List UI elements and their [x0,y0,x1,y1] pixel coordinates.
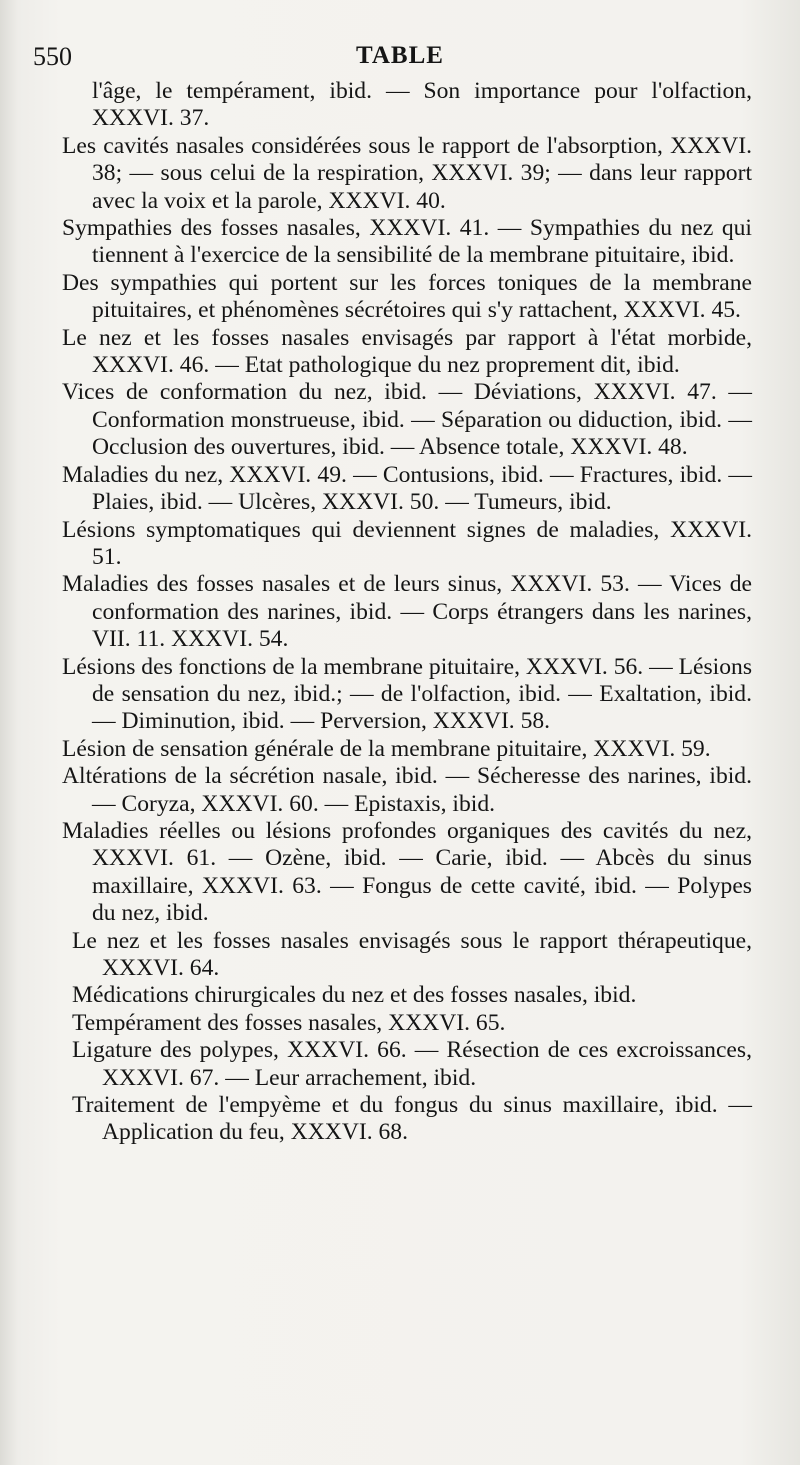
index-entry: Maladies des fosses nasales et de leurs sinus, XXXVI. 53. — Vices de conformation des narines, ibid. — Corps étrangers dans les narines, VII. 11. XXXVI. 54. [62,571,752,653]
index-entry: Vices de conformation du nez, ibid. — Déviations, XXXVI. 47. — Conformation monstrueuse, ibid. — Séparation ou diduction, ibid. — Occlusion des ouvertures, ibid. — Absence totale, XXXVI. 48. [62,379,752,461]
index-entries [62,78,752,1147]
index-entry: Des sympathies qui portent sur les forces toniques de la membrane pituitaires, et phénomènes sécrétoires qui s'y rattachent, XXXVI. 45. [62,269,752,324]
index-entry: Lésions symptomatiques qui deviennent signes de maladies, XXXVI. 51. [62,516,752,570]
page-header [0,38,800,78]
index-entry: l'âge, le tempérament, ibid. — Son importance pour l'olfaction, XXXVI. 37. [92,78,752,132]
index-entry: Lésion de sensation générale de la membrane pituitaire, XXXVI. 59. [62,735,711,762]
index-entry: Tempérament des fosses nasales, XXXVI. 65. [72,1009,506,1036]
index-entry: Les cavités nasales considérées sous le rapport de l'absorption, XXXVI. 38; — sous celui de la respiration, XXXVI. 39; — dans leur rapport avec la voix et la parole, XXXVI. 40. [62,132,752,214]
index-entry: Traitement de l'empyème et du fongus du sinus maxillaire, ibid. — Application du feu, XXXVI. 68. [72,1092,752,1146]
running-title: TABLE [356,42,444,69]
index-entry: Lésions des fonctions de la membrane pituitaire, XXXVI. 56. — Lésions de sensation du nez, ibid.; — de l'olfaction, ibid. — Exaltation, ibid. — Diminution, ibid. — Perversion, XXXVI. 58. [62,653,752,735]
index-entry: Maladies du nez, XXXVI. 49. — Contusions, ibid. — Fractures, ibid. — Plaies, ibid. — Ulcères, XXXVI. 50. — Tumeurs, ibid. [62,461,752,516]
index-entry: Ligature des polypes, XXXVI. 66. — Résection de ces excroissances, XXXVI. 67. — Leur arrachement, ibid. [72,1037,752,1091]
page-number: 550 [33,42,72,71]
index-entry: Médications chirurgicales du nez et des fosses nasales, ibid. [72,982,637,1009]
index-entry: Sympathies des fosses nasales, XXXVI. 41. — Sympathies du nez qui tiennent à l'exercice de la sensibilité de la membrane pituitaire, ibid. [62,215,752,269]
index-entry: Le nez et les fosses nasales envisagés sous le rapport thérapeutique, XXXVI. 64. [72,927,752,981]
index-entry: Altérations de la sécrétion nasale, ibid. — Sécheresse des narines, ibid. — Coryza, XXXVI. 60. — Epistaxis, ibid. [62,763,752,817]
index-entry: Maladies réelles ou lésions profondes organiques des cavités du nez, XXXVI. 61. — Ozène, ibid. — Carie, ibid. — Abcès du sinus maxillaire, XXXVI. 63. — Fongus de cette cavité, ibid. — Polypes du nez, ibid. [62,817,752,927]
index-entry: Le nez et les fosses nasales envisagés par rapport à l'état morbide, XXXVI. 46. — Etat pathologique du nez proprement dit, ibid. [62,324,752,379]
